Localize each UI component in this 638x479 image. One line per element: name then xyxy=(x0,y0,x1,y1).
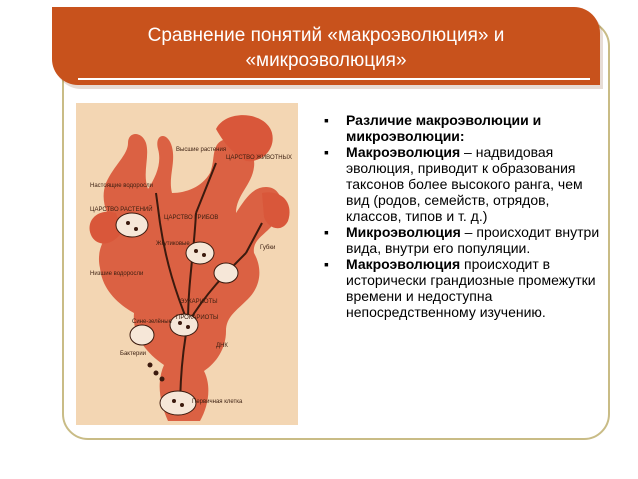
bullet-bold: Макроэволюция xyxy=(346,256,461,272)
label-primary-cell: Первичная клетка xyxy=(192,399,243,405)
title-bar xyxy=(52,7,600,85)
label-eukaryotes: ЭУКАРИОТЫ xyxy=(180,299,218,305)
bullet-text: – надвидовая эволюция, приводит к образования таксонов более высокого ранга, чем вид (родов, семейств, отрядов, классов, типов и т. д.) xyxy=(346,144,583,224)
label-blue-green: Сине-зелёные xyxy=(132,319,172,325)
bullet-item xyxy=(322,144,602,224)
label-fungi-kingdom: ЦАРСТВО ГРИБОВ xyxy=(164,215,219,221)
square-bullet-icon: ▪ xyxy=(324,144,329,160)
label-plant-kingdom: ЦАРСТВО РАСТЕНИЙ xyxy=(90,207,153,213)
label-sponges: Губки xyxy=(260,245,276,251)
bullet-text: – происходит внутри вида, внутри его популяции. xyxy=(346,224,600,256)
label-lower-algae: Низшие водоросли xyxy=(90,271,144,277)
slide-title xyxy=(52,23,600,73)
bullet-bold: Макроэволюция xyxy=(346,144,461,160)
label-higher-plants: Высшие растения xyxy=(176,147,227,153)
cell-primary xyxy=(160,391,196,415)
slide-title-line1: Сравнение понятий «макроэволюция» и xyxy=(147,25,505,46)
bullet-item xyxy=(322,112,602,144)
cell-fungi xyxy=(186,242,214,264)
label-dna: ДНК xyxy=(216,343,228,349)
bullet-item xyxy=(322,224,602,256)
slide-title-line2: «микроэволюция» xyxy=(245,50,407,71)
title-underline xyxy=(78,78,590,80)
label-prokaryotes: ПРОКАРИОТЫ xyxy=(176,315,219,321)
cell-bluegreen xyxy=(130,325,154,345)
evolution-tree-diagram xyxy=(76,103,298,425)
square-bullet-icon: ▪ xyxy=(324,224,329,240)
square-bullet-icon: ▪ xyxy=(324,112,329,128)
label-higher-algae: Настоящие водоросли xyxy=(90,183,153,189)
cell-flagellate xyxy=(214,263,238,283)
bullet-list xyxy=(322,112,602,320)
bullet-item xyxy=(322,256,602,320)
bullet-bold: Различие макроэволюции и микроэволюции: xyxy=(346,112,542,144)
bullet-text: происходит в исторически грандиозные промежутки времени и недоступна непосредственному изучению. xyxy=(346,256,596,320)
cell-plant xyxy=(116,213,148,237)
label-animals-kingdom: ЦАРСТВО ЖИВОТНЫХ xyxy=(226,155,292,161)
label-flagellates: Жгутиковые xyxy=(156,241,190,247)
label-bacteria: Бактерии xyxy=(120,351,147,357)
bullet-bold: Микроэволюция xyxy=(346,224,461,240)
square-bullet-icon: ▪ xyxy=(324,256,329,272)
